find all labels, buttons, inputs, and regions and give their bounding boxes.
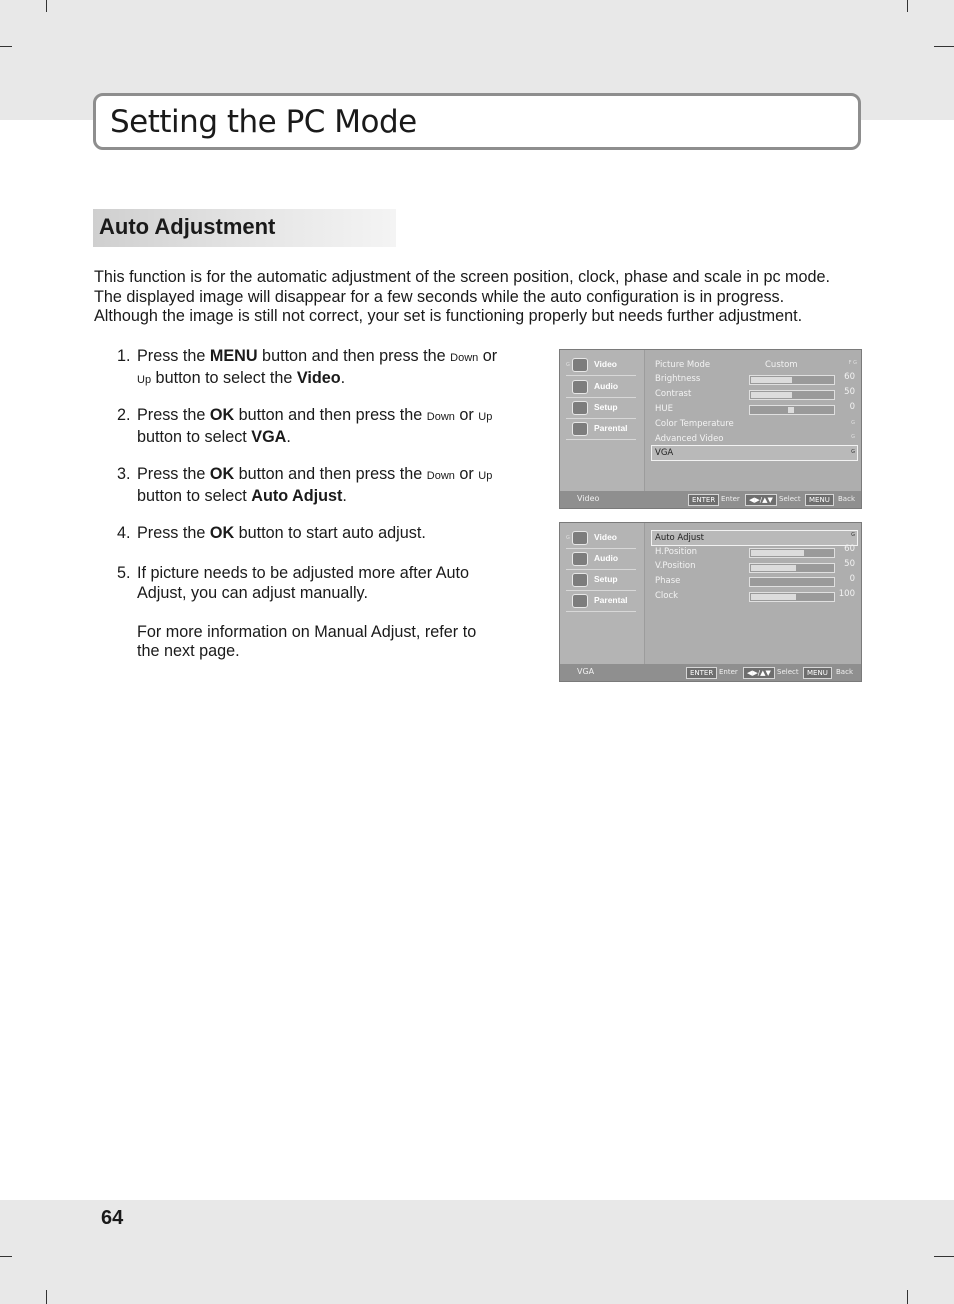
enter-key: ENTER xyxy=(686,667,717,679)
phase-value: 0 xyxy=(849,574,855,584)
row-contrast[interactable]: Contrast xyxy=(655,389,692,399)
audio-icon xyxy=(572,380,588,394)
intro-line: The displayed image will disappear for a few seconds while the auto configuration is in progress. xyxy=(94,287,785,306)
step-number: 3. xyxy=(117,465,131,483)
down-button-ref: Down xyxy=(426,470,455,482)
up-button-ref: Up xyxy=(478,411,493,423)
back-hint: Back xyxy=(838,495,855,503)
picture-mode-value: Custom xyxy=(765,360,798,370)
step-keyword: OK xyxy=(209,524,235,542)
back-hint: Back xyxy=(836,668,853,676)
menu-item-parental[interactable] xyxy=(566,591,636,612)
slider-fill xyxy=(751,392,792,398)
row-hue[interactable]: HUE xyxy=(655,404,673,414)
row-h-position[interactable]: H.Position xyxy=(655,547,698,557)
step-text: button to start auto adjust. xyxy=(234,524,426,542)
menu-item-video[interactable] xyxy=(566,355,636,376)
step-text: . xyxy=(286,427,291,446)
step-text: button and then press the xyxy=(257,347,451,365)
intro-paragraph xyxy=(94,268,864,327)
intro-line: Although the image is still not correct, your set is functioning properly but needs further adjustment. xyxy=(94,307,803,326)
setup-icon xyxy=(572,573,588,587)
step-text: button to select xyxy=(137,427,252,446)
crop-mark xyxy=(0,1256,12,1257)
step-number: 4. xyxy=(117,524,131,542)
menu-key: MENU xyxy=(803,667,832,679)
crop-mark xyxy=(0,46,12,47)
menu-item-video[interactable] xyxy=(566,528,636,549)
video-icon xyxy=(572,358,588,372)
section-header xyxy=(93,209,396,247)
menu-item-setup[interactable] xyxy=(566,570,636,591)
row-vga[interactable]: VGA xyxy=(655,448,674,458)
step-text: button and then press the xyxy=(234,465,427,483)
row-mark: G xyxy=(851,434,855,440)
row-auto-adjust[interactable]: Auto Adjust xyxy=(655,533,705,543)
selected-row-highlight xyxy=(651,445,858,461)
osd-footer xyxy=(560,491,861,508)
step-keyword: MENU xyxy=(209,347,258,365)
menu-item-label: Audio xyxy=(594,553,619,563)
osd-side-menu xyxy=(560,350,645,491)
brightness-value: 60 xyxy=(844,372,855,382)
menu-item-audio[interactable] xyxy=(566,549,636,570)
slider-fill xyxy=(751,377,792,383)
page-title-box xyxy=(93,93,861,150)
step-number: 2. xyxy=(117,406,131,424)
up-button-ref: Up xyxy=(137,373,152,386)
section-title: Auto Adjustment xyxy=(99,214,276,239)
menu-item-label: Video xyxy=(594,532,617,542)
menu-item-label: Audio xyxy=(594,381,619,391)
menu-item-audio[interactable] xyxy=(566,377,636,398)
row-clock[interactable]: Clock xyxy=(655,591,679,601)
osd-side-menu xyxy=(560,523,645,664)
step-keyword: Video xyxy=(296,368,341,387)
osd-screen-vga xyxy=(559,522,862,682)
step-keyword: OK xyxy=(209,406,235,424)
corner-mark: F G xyxy=(848,360,857,366)
arrow-keys-icon: ◀▶/▲▼ xyxy=(743,667,775,679)
crop-mark xyxy=(907,0,908,12)
row-mark: G xyxy=(851,532,855,538)
slider-fill xyxy=(751,565,796,571)
osd-screen-video xyxy=(559,349,862,509)
v-position-value: 50 xyxy=(844,559,855,569)
menu-item-label: Parental xyxy=(594,595,628,605)
step-text: button to select the xyxy=(151,368,297,387)
step-text: If picture needs to be adjusted more after Auto xyxy=(137,564,470,582)
contrast-value: 50 xyxy=(844,387,855,397)
step-text: or xyxy=(454,465,479,483)
row-mark: G xyxy=(851,449,855,455)
select-hint: Select xyxy=(777,668,799,676)
setup-icon xyxy=(572,401,588,415)
page-title: Setting the PC Mode xyxy=(110,104,417,140)
clock-value: 100 xyxy=(838,589,855,599)
row-picture-mode[interactable]: Picture Mode xyxy=(655,360,711,370)
menu-item-label: Setup xyxy=(594,402,618,412)
down-button-ref: Down xyxy=(426,411,455,423)
enter-key: ENTER xyxy=(688,494,719,506)
step-text: Press the xyxy=(137,406,210,424)
parental-icon xyxy=(572,422,588,436)
crop-mark xyxy=(46,0,47,12)
step-number: 5. xyxy=(117,564,131,582)
menu-key: MENU xyxy=(805,494,834,506)
select-hint: Select xyxy=(779,495,801,503)
slider-fill xyxy=(751,594,796,600)
row-brightness[interactable]: Brightness xyxy=(655,374,701,384)
crop-mark xyxy=(46,1290,47,1304)
menu-item-setup[interactable] xyxy=(566,398,636,419)
video-icon xyxy=(572,531,588,545)
crop-mark xyxy=(934,46,954,47)
side-mark: G xyxy=(566,362,570,368)
audio-icon xyxy=(572,552,588,566)
step-text: Press the xyxy=(137,347,210,365)
step-text: Press the xyxy=(137,465,210,483)
step-text: For more information on Manual Adjust, refer to xyxy=(137,622,477,641)
side-mark: G xyxy=(566,535,570,541)
step-keyword: OK xyxy=(209,465,235,483)
parental-icon xyxy=(572,594,588,608)
step-keyword: VGA xyxy=(251,427,287,446)
menu-item-label: Setup xyxy=(594,574,618,584)
hue-marker xyxy=(788,407,794,413)
menu-item-parental[interactable] xyxy=(566,419,636,440)
step-number: 1. xyxy=(117,347,131,365)
crop-mark xyxy=(934,1256,954,1257)
crop-mark xyxy=(907,1290,908,1304)
step-text: Adjust, you can adjust manually. xyxy=(137,583,368,602)
menu-item-label: Parental xyxy=(594,423,628,433)
arrow-keys-icon: ◀▶/▲▼ xyxy=(745,494,777,506)
osd-content xyxy=(645,523,861,664)
footer-label: Video xyxy=(577,494,600,503)
row-v-position[interactable]: V.Position xyxy=(655,561,696,571)
step-text: button to select xyxy=(137,486,252,505)
up-button-ref: Up xyxy=(478,470,493,482)
step-text: . xyxy=(342,486,347,505)
down-button-ref: Down xyxy=(450,352,479,364)
row-phase[interactable]: Phase xyxy=(655,576,681,586)
step-text: or xyxy=(478,347,498,365)
enter-hint: Enter xyxy=(719,668,738,676)
footer-band xyxy=(0,1200,954,1304)
h-position-value: 60 xyxy=(844,544,855,554)
step-keyword: Auto Adjust xyxy=(251,486,343,505)
footer-label: VGA xyxy=(577,667,595,676)
page-number: 64 xyxy=(101,1207,124,1229)
step-text: . xyxy=(340,368,346,387)
row-advanced-video[interactable]: Advanced Video xyxy=(655,434,724,444)
hue-value: 0 xyxy=(849,402,855,412)
intro-line: This function is for the automatic adjustment of the screen position, clock, phase and scale in pc mode. xyxy=(94,268,831,286)
osd-footer xyxy=(560,664,861,681)
row-color-temperature[interactable]: Color Temperature xyxy=(655,419,734,429)
step-text: button and then press the xyxy=(234,406,427,424)
step-text: or xyxy=(454,406,479,424)
step-text: the next page. xyxy=(137,642,240,661)
slider-fill xyxy=(751,550,804,556)
osd-content xyxy=(645,350,861,491)
menu-item-label: Video xyxy=(594,359,617,369)
step-text: Press the xyxy=(137,524,210,542)
row-mark: G xyxy=(851,420,855,426)
enter-hint: Enter xyxy=(721,495,740,503)
